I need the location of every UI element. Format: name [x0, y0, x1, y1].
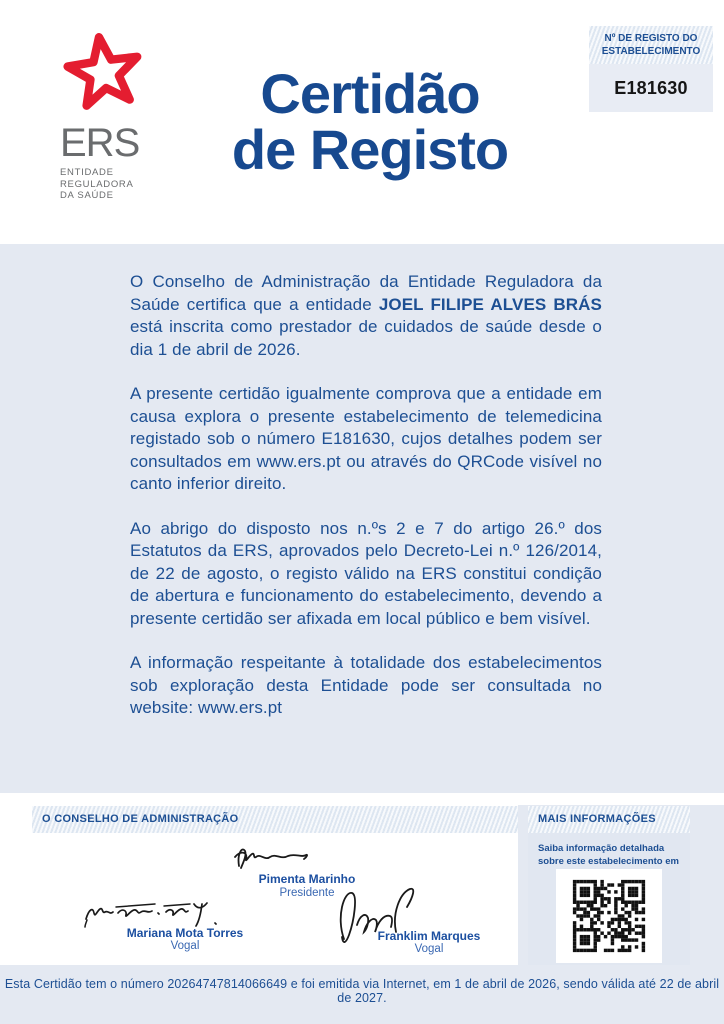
- board-member-name: Pimenta Marinho: [258, 872, 356, 886]
- signature-pimenta-marinho: [232, 843, 310, 873]
- board-member-name: Franklim Marques: [377, 929, 481, 943]
- more-info-panel: [528, 833, 690, 965]
- entity-name: JOEL FILIPE ALVES BRÁS: [378, 294, 602, 314]
- signature-mariana-mota-torres: [82, 895, 236, 929]
- certificate-text: [130, 271, 602, 742]
- registration-box: [589, 26, 713, 112]
- paragraph-2: A presente certidão igualmente comprova que a entidade em causa explora o presente estabelecimento de telemedicina registado sob o número E181630, cujos detalhes podem ser consultados em www.ers.pt ou através do QRCode visível no canto inferior direito.: [130, 384, 602, 493]
- board-member-name: Mariana Mota Torres: [126, 926, 244, 940]
- qr-code: [566, 873, 652, 959]
- board-signatures-panel: [32, 833, 518, 965]
- footer-text: Esta Certidão tem o número 20264747814066649 e foi emitida via Internet, em 1 de abril de 2026, sendo válida até 22 de abril de 2027.: [4, 977, 720, 1005]
- board-section-title: O CONSELHO DE ADMINISTRAÇÃO: [32, 806, 518, 833]
- paragraph-1: O Conselho de Administração da Entidade Reguladora da Saúde certifica que a entidade JOEL FILIPE ALVES BRÁS está inscrita como prestador de cuidados de saúde desde o dia 1 de abril de 2026.: [130, 272, 602, 359]
- registration-number: E181630: [589, 64, 713, 112]
- paragraph-4: A informação respeitante à totalidade dos estabelecimentos sob exploração desta Entidade pode ser consultada no website: www.ers.pt: [130, 653, 602, 717]
- footer: [0, 965, 724, 1024]
- registration-label: Nº DE REGISTO DO ESTABELECIMENTO: [589, 26, 713, 64]
- ers-logo-subtitle: ENTIDADE REGULADORA DA SAÚDE: [60, 167, 134, 201]
- more-info-section-title: MAIS INFORMAÇÕES: [528, 806, 690, 833]
- board-member-role: Presidente: [279, 887, 335, 899]
- more-info-text: Saiba informação detalhada sobre este estabelecimento em: [538, 843, 679, 867]
- paragraph-3: Ao abrigo do disposto nos n.ºs 2 e 7 do artigo 26.º dos Estatutos da ERS, aprovados pelo Decreto-Lei n.º 126/2014, de 22 de agosto, o registo válido na ERS constitui condição de abertura e funcionamento do estabelecimento, devendo a presente certidão ser afixada em local público e bem visível.: [130, 518, 602, 628]
- ers-logo-text: ERS: [60, 121, 140, 165]
- board-member-role: Vogal: [414, 943, 444, 955]
- board-member-role: Vogal: [170, 940, 200, 952]
- ers-star-icon: [62, 26, 146, 120]
- qr-code-box: [556, 869, 662, 963]
- certificate-body: [0, 244, 724, 793]
- page-title: Certidão de Registo: [231, 62, 509, 181]
